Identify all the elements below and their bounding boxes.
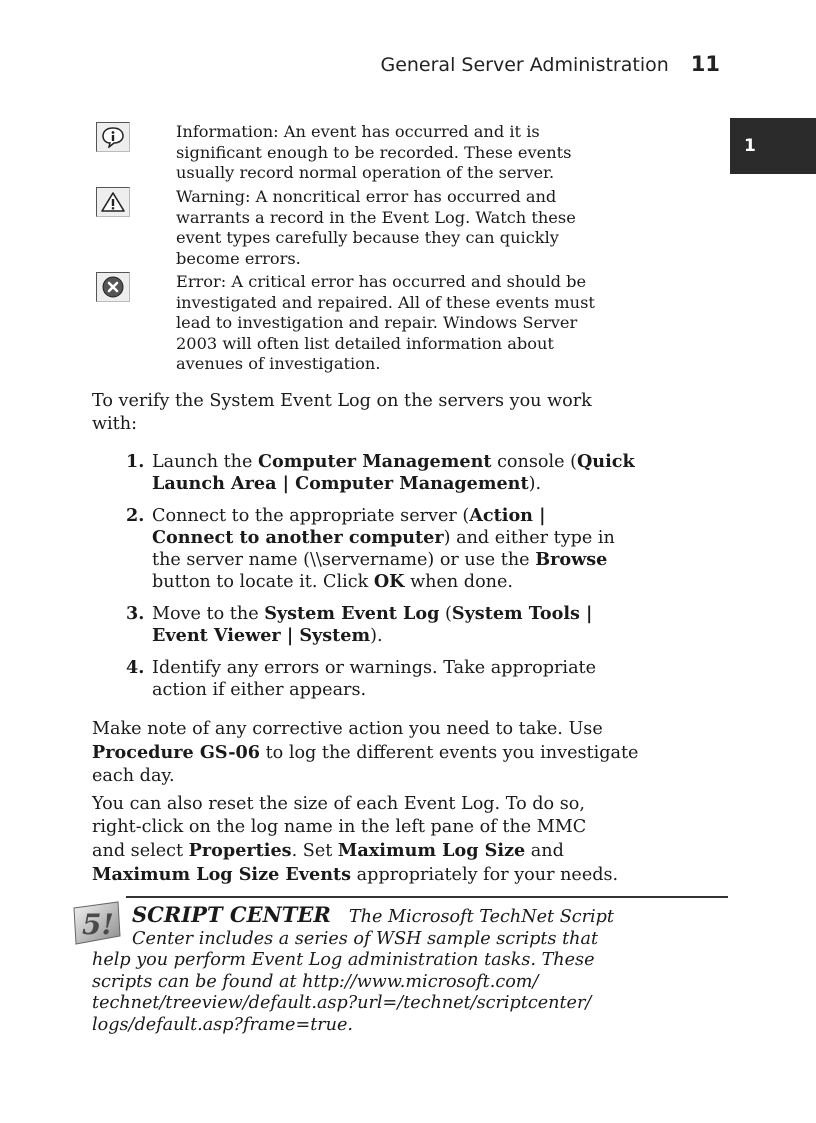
list-item: 4. Identify any errors or warnings. Take appropriate action if either appears. [126, 657, 597, 700]
intro-paragraph: To verify the System Event Log on the servers you work with: [92, 391, 592, 434]
warning-description: Warning: A noncritical error has occurred and warrants a record in the Event Log. Watch these event types carefully because they can quickly become errors. [176, 187, 576, 268]
script-center-heading: SCRIPT CENTER [132, 902, 331, 927]
page-number: 11 [690, 52, 720, 76]
chapter-number: 1 [744, 136, 756, 156]
event-type-warning [96, 187, 726, 269]
information-description: Information: An event has occurred and it is significant enough to be recorded. These events usually record normal operation of the server. [176, 122, 572, 182]
note-paragraph: Make note of any corrective action you need to take. Use Procedure GS-06 to log the different events you investigate each day. [92, 719, 639, 786]
running-title: General Server Administration [380, 54, 669, 76]
error-icon [96, 272, 130, 302]
script-center-text: SCRIPT CENTER The Microsoft TechNet Script Center includes a series of WSH sample scripts that help you perform Event Log administration tasks. These scripts can be found at http://www.microsoft.com/ technet/treeview/default.asp?url=/technet/scriptcenter/ logs/default.asp?frame=true. [92, 902, 614, 1035]
reset-paragraph: You can also reset the size of each Event Log. To do so, right-click on the log name in the left pane of the MMC and select Properties. Set Maximum Log Size and Maximum Log Size Events appropriately for your needs. [92, 794, 619, 885]
event-type-information [96, 122, 726, 184]
running-header [380, 52, 720, 76]
warning-icon [96, 187, 130, 217]
information-icon [96, 122, 130, 152]
list-item: 3. Move to the System Event Log (System Tools | Event Viewer | System). [126, 603, 593, 646]
chapter-tab [730, 118, 816, 174]
divider [126, 896, 728, 898]
svg-text:5!: 5! [82, 908, 114, 941]
list-item: 1. Launch the Computer Management console (Quick Launch Area | Computer Management). [126, 451, 635, 494]
list-item: 2. Connect to the appropriate server (Action | Connect to another computer) and either type in the server name (\\servername) or use the Browse button to locate it. Click OK when done. [126, 505, 615, 592]
event-type-error [96, 272, 726, 375]
error-description: Error: A critical error has occurred and should be investigated and repaired. All of these events must lead to investigation and repair. Windows Server 2003 will often list detailed information about avenues of investigation. [176, 272, 595, 373]
